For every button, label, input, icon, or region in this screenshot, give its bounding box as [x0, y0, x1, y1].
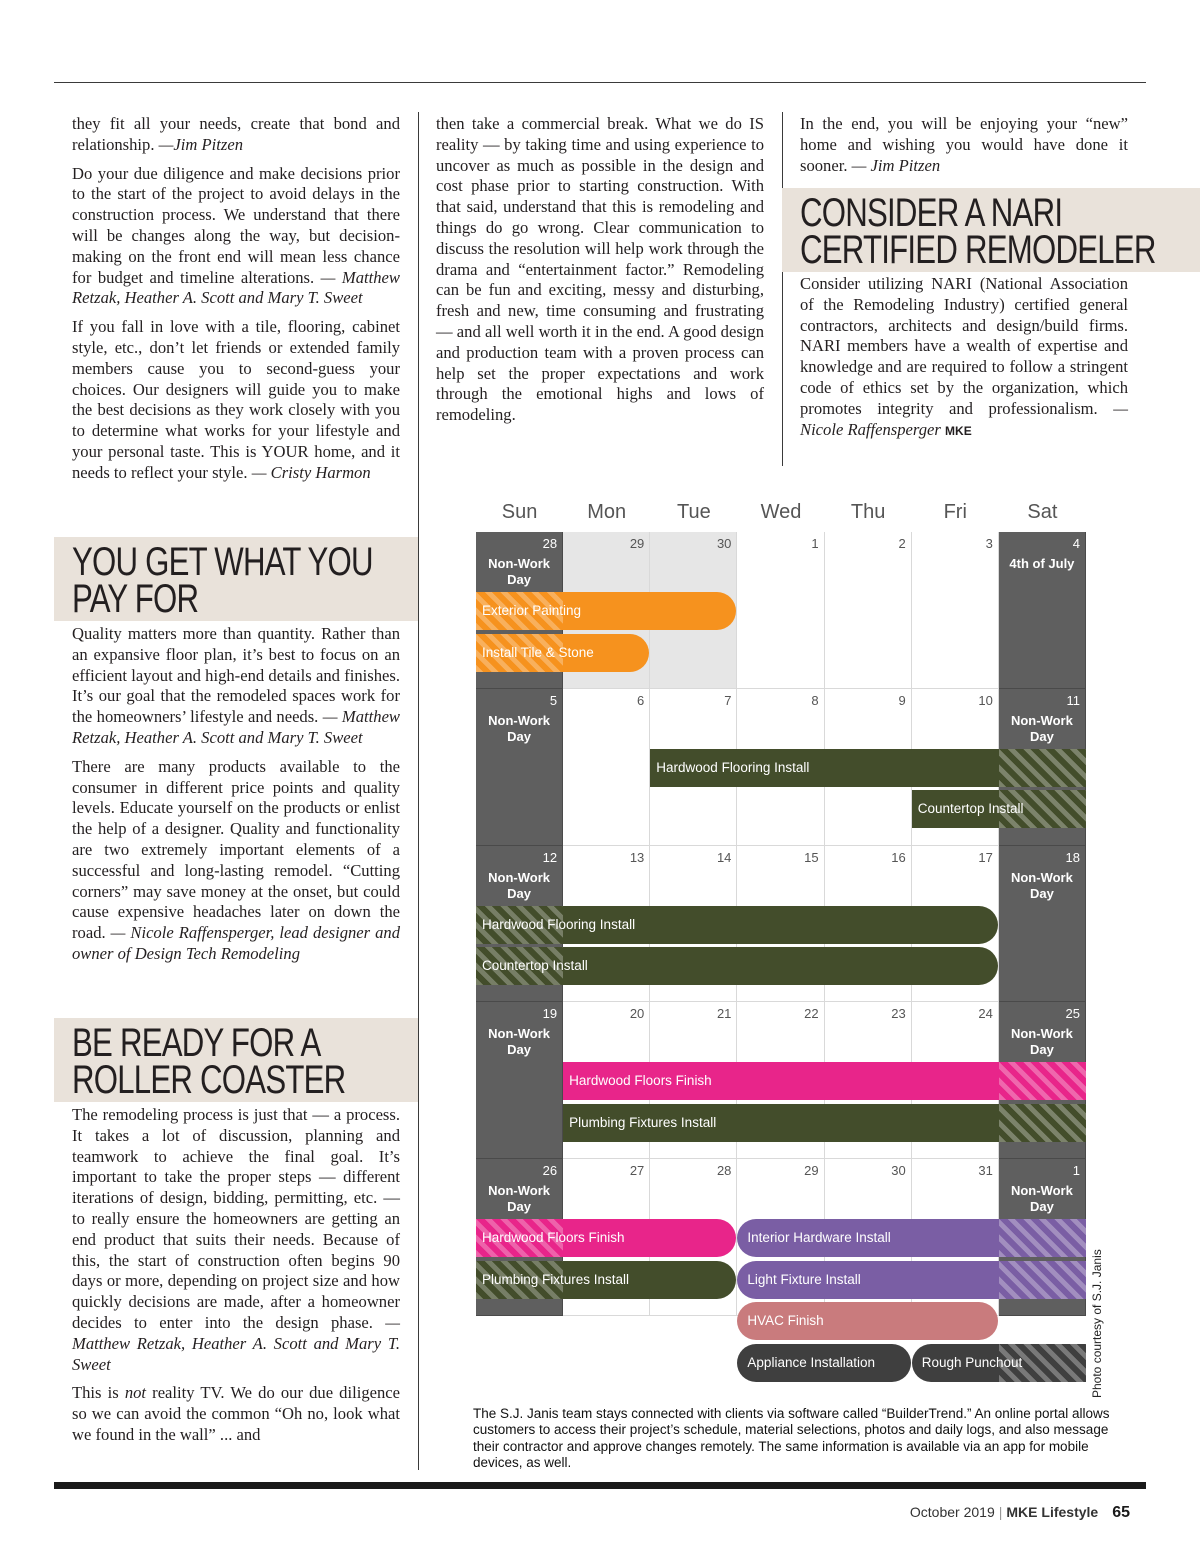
calendar-day[interactable] [825, 532, 912, 689]
task-label: Interior Hardware Install [747, 1230, 891, 1246]
day-note: Non-Work Day [1010, 869, 1073, 901]
column-divider-right [782, 112, 783, 466]
day-number: 2 [898, 536, 906, 551]
day-number: 23 [891, 1006, 906, 1022]
heading-line: CONSIDER A NARI [800, 191, 1063, 235]
day-number: 4 [1072, 536, 1080, 551]
task-label: Exterior Painting [482, 603, 582, 618]
paragraph: There are many products available to the consumer in different price points and quality levels. Educate yourself on the products or enlist the help of a designer. Quality and functionality are two extremely important elements of a successful and long-lasting remodel. “Cutting corners” may save money at the onset, but could cause expensive headaches later on down the road. — Nicole Raffensperger, lead designer and owner of Design Tech Remodeling [72, 756, 400, 963]
column-3-part-2 [800, 274, 1128, 449]
day-number: 24 [978, 1006, 993, 1022]
attribution: — Nicole Raffensperger [800, 398, 1128, 439]
day-number: 8 [811, 692, 819, 708]
attribution: — Cristy Harmon [251, 462, 371, 482]
day-note: Non-Work Day [488, 712, 550, 744]
day-number: 11 [1066, 692, 1080, 708]
day-number: 29 [804, 1163, 819, 1179]
magazine-name: MKE Lifestyle [1006, 1504, 1099, 1520]
column-3 [800, 114, 1128, 184]
calendar-caption: The S.J. Janis team stays connected with clients via software called “BuilderTrend.” An online portal allows customers to access their project’s schedule, material selections, photos and daily logs, and also message their contractor and approve changes remotely. The same information is available via an app for mobile devices, as well. [473, 1406, 1110, 1471]
day-note: Non-Work Day [1010, 712, 1073, 744]
heading-line: BE READY FOR A [72, 1021, 321, 1065]
task-bar[interactable] [476, 947, 998, 985]
paragraph: Consider utilizing NARI (National Association of the Remodeling Industry) certified general contractors, architects and design/build firms. NARI members have a wealth of expertise and knowledge and are required to follow a stringent code of ethics set by the organization, which promotes integrity and professionalism. — Nicole Raffensperger MKE [800, 274, 1128, 439]
task-label: Hardwood Flooring Install [482, 916, 636, 932]
calendar-day[interactable] [563, 689, 650, 846]
day-number: 31 [978, 1163, 993, 1179]
heading-line: ROLLER COASTER [72, 1058, 346, 1102]
footer-separator: | [998, 1504, 1003, 1520]
calendar-day[interactable] [999, 846, 1086, 1003]
bottom-rule [54, 1482, 1146, 1489]
paragraph: If you fall in love with a tile, flooring, cabinet style, etc., don’t let friends or extended family members cause you to second-guess your choices. Our designers will guide you to make the best decisions as they work closely with you to determine what works for your lifestyle and your personal taste. This is YOUR home, and it needs to reflect your style. — Cristy Harmon [72, 317, 400, 482]
day-number: 26 [542, 1163, 558, 1179]
attribution: —Jim Pitzen [158, 134, 243, 154]
day-number: 1 [811, 536, 819, 551]
task-label: Appliance Installation [747, 1354, 876, 1370]
day-note: Non-Work Day [488, 1026, 550, 1058]
day-number: 15 [804, 849, 819, 865]
task-label: Countertop Install [917, 801, 1024, 817]
column-1-part-2 [72, 624, 400, 973]
day-header-sun: Sun [501, 501, 538, 523]
heading-line: PAY FOR [72, 577, 199, 621]
day-number: 22 [804, 1006, 819, 1022]
calendar-day[interactable] [999, 532, 1086, 689]
task-bar[interactable] [912, 790, 1086, 828]
day-note: Non-Work Day [1010, 1026, 1073, 1058]
section-heading-roller-coaster [54, 1018, 418, 1102]
day-number: 28 [542, 536, 558, 551]
day-number: 5 [549, 692, 558, 708]
task-label: Hardwood Flooring Install [656, 759, 810, 775]
day-number: 12 [542, 849, 558, 865]
task-bar[interactable] [737, 1261, 1086, 1299]
calendar-day[interactable] [476, 1002, 563, 1159]
task-bar[interactable] [476, 592, 736, 630]
attribution: — Jim Pitzen [851, 155, 941, 175]
task-bar[interactable] [563, 1104, 1086, 1142]
attribution: — Matthew Retzak, Heather A. Scott and Mary T. Sweet [72, 267, 400, 308]
day-number: 13 [629, 849, 645, 865]
paragraph: In the end, you will be enjoying your “new” home and wishing you would have done it sooner. — Jim Pitzen [800, 114, 1128, 175]
column-1-part-3 [72, 1105, 400, 1454]
heading-line: CERTIFIED REMODELER [800, 228, 1156, 272]
task-bar[interactable] [476, 634, 649, 672]
day-header-wed: Wed [760, 501, 802, 523]
paragraph: Do your due diligence and make decisions prior to the start of the project to avoid delays in the construction process. We understand that there will be changes along the way, but decision-making on the front end will mean less chance for budget and timeline alterations. — Matthew Retzak, Heather A. Scott and Mary T. Sweet [72, 163, 400, 308]
page-number: 65 [1112, 1504, 1130, 1521]
task-bar[interactable] [650, 749, 1086, 787]
day-note: Non-Work Day [488, 869, 550, 901]
day-header-thu: Thu [850, 501, 886, 523]
day-number: 14 [716, 849, 732, 865]
schedule-calendar [476, 494, 1086, 1398]
task-label: Plumbing Fixtures Install [482, 1271, 630, 1287]
task-bar[interactable] [737, 1302, 997, 1340]
day-number: 27 [629, 1163, 645, 1179]
day-number: 20 [629, 1006, 645, 1022]
attribution: — Matthew Retzak, Heather A. Scott and Mary T. Sweet [72, 1312, 400, 1374]
task-bar[interactable] [476, 1219, 736, 1257]
task-bar[interactable] [476, 906, 998, 944]
day-number: 30 [716, 536, 732, 551]
task-label: Light Fixture Install [747, 1271, 861, 1287]
issue-date: October 2019 [909, 1504, 995, 1520]
photo-credit: Photo courtesy of S.J. Janis [1090, 1249, 1104, 1398]
paragraph: they fit all your needs, create that bond and relationship. —Jim Pitzen [72, 114, 400, 154]
calendar-day[interactable] [737, 532, 824, 689]
end-mark: MKE [945, 423, 972, 438]
day-number: 9 [898, 692, 906, 708]
day-number: 21 [716, 1006, 732, 1022]
heading-line: YOU GET WHAT YOU [72, 540, 373, 584]
day-header-mon: Mon [587, 501, 627, 523]
paragraph: then take a commercial break. What we do IS reality — by taking time and using experience to uncover as much as possible in the design and cost phase prior to starting construction. With that said, understand that this is remodeling and things do go wrong. Clear communication to discuss the resolution will help work through the drama and “entertainment factor.” Remodeling can be fun and exciting, messy and disturbing, fresh and new, time consuming and frustrating — and all well worth it in the end. A good design and production team with a proven process can help set the proper expectations and work through the emotional highs and lows of remodeling. [436, 114, 764, 425]
paragraph: This is not reality TV. We do our due diligence so we can avoid the common “Oh no, look what we found in the wall” ... and [72, 1383, 401, 1444]
column-divider-left [418, 112, 419, 1470]
day-number: 16 [891, 849, 906, 865]
task-bar[interactable] [912, 1344, 1086, 1382]
task-label: Install Tile & Stone [482, 644, 594, 660]
attribution: — Nicole Raffensperger, lead designer and owner of Design Tech Remodeling [72, 923, 400, 963]
column-2 [436, 114, 764, 434]
day-number: 29 [629, 536, 645, 551]
section-heading-pay-for [54, 537, 418, 621]
day-header-fri: Fri [943, 501, 967, 523]
day-number: 17 [978, 849, 993, 865]
task-label: HVAC Finish [747, 1313, 824, 1329]
day-number: 6 [637, 692, 645, 708]
task-bar[interactable] [737, 1219, 1086, 1257]
task-label: Rough Punchout [921, 1354, 1023, 1370]
column-1 [72, 114, 400, 492]
day-number: 1 [1072, 1163, 1080, 1179]
attribution: — Matthew Retzak, Heather A. Scott and Mary T. Sweet [72, 707, 400, 747]
calendar-day[interactable] [476, 689, 563, 846]
day-number: 3 [985, 536, 993, 551]
day-number: 7 [724, 692, 732, 708]
task-label: Plumbing Fixtures Install [569, 1114, 717, 1130]
task-bar[interactable] [563, 1062, 1086, 1100]
day-note: Non-Work Day [1010, 1183, 1073, 1215]
task-bar[interactable] [737, 1344, 910, 1382]
day-header-tue: Tue [676, 501, 711, 523]
day-number: 30 [891, 1163, 906, 1179]
day-number: 25 [1065, 1006, 1080, 1022]
calendar-day[interactable] [912, 532, 999, 689]
day-number: 19 [542, 1006, 558, 1022]
section-heading-nari [782, 188, 1200, 272]
day-number: 18 [1065, 849, 1080, 865]
paragraph: The remodeling process is just that — a process. It takes a lot of discussion, planning and teamwork to achieve the final goal. It’s important to take the proper steps — different iterations of design, bidding, permitting, etc. — to really ensure the homeowners are getting an end product that suits their needs. Because of this, the start of construction often begins 90 days or more, depending on project size and how quickly decisions are made, after a homeowner decides to enter into the design phase. — Matthew Retzak, Heather A. Scott and Mary T. Sweet [72, 1105, 400, 1374]
day-note: Non-Work Day [488, 556, 550, 587]
day-number: 10 [978, 692, 993, 708]
paragraph: Quality matters more than quantity. Rather than an expansive floor plan, it’s best to focus on an efficient layout and high-end details and finishes. It’s our goal that the remodeled spaces work for the homeowners’ lifestyle and needs. — Matthew Retzak, Heather A. Scott and Mary T. Sweet [72, 624, 400, 747]
day-number: 28 [716, 1163, 732, 1179]
page-footer [910, 1504, 1130, 1522]
task-label: Hardwood Floors Finish [482, 1230, 625, 1246]
task-label: Hardwood Floors Finish [569, 1073, 712, 1089]
top-rule [54, 82, 1146, 83]
task-label: Countertop Install [482, 958, 588, 974]
day-note: 4th of July [1009, 556, 1075, 571]
day-header-sat: Sat [1027, 501, 1058, 523]
day-note: Non-Work Day [488, 1183, 550, 1215]
task-bar[interactable] [476, 1261, 736, 1299]
